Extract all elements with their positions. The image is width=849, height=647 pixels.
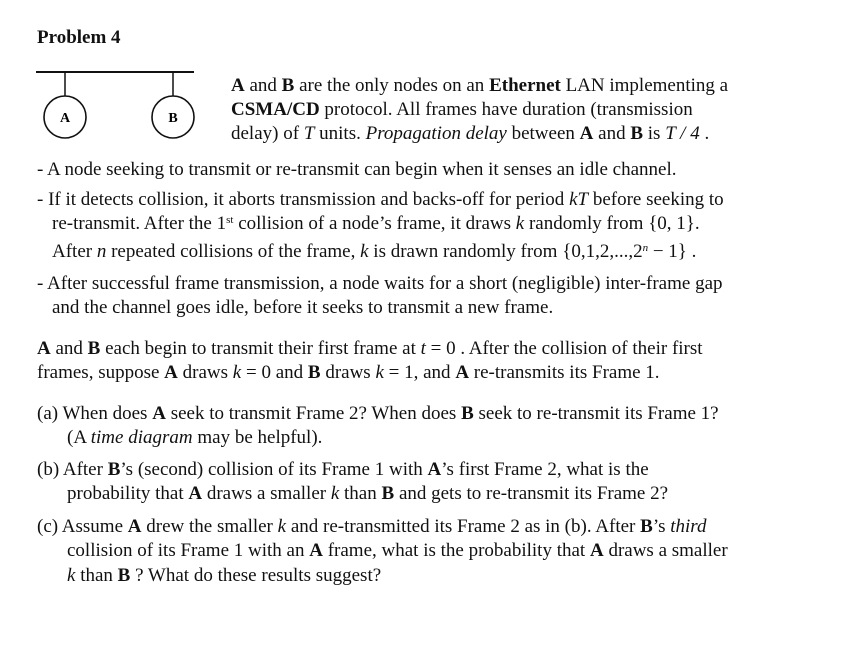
rule-2-line-3: After n repeated collisions of the frame, k is drawn randomly from $\{0,1,2,...,2^n - 1\}$ .: [52, 241, 697, 262]
rule-1: - A node seeking to transmit or re-transmit can begin when it senses an idle channel.: [37, 159, 677, 180]
node-a-label: A: [59, 111, 71, 126]
scenario-line-2: frames, suppose A draws k = 0 and B draws k = 1, and A re-transmits its Frame 1.: [37, 362, 660, 383]
rule-2-line-2: re-transmit. After the 1st collision of a node’s frame, it draws k randomly from {0, 1}.: [52, 213, 700, 234]
rule-3-line-1: - After successful frame transmission, a node waits for a short (negligible) inter-frame gap: [37, 273, 723, 294]
question-c-line-2: collision of its Frame 1 with an A frame, what is the probability that A draws a smaller: [67, 540, 728, 561]
intro-line-2: CSMA/CD protocol. All frames have duration (transmission: [231, 99, 693, 120]
question-a-line-2: (A time diagram may be helpful).: [67, 427, 323, 448]
intro-line-3: delay) of T units. Propagation delay between A and B is T / 4 .: [231, 123, 710, 144]
lan-diagram: [30, 62, 200, 142]
problem-title: Problem 4: [37, 27, 121, 48]
question-b-line-1: (b) After B’s (second) collision of its Frame 1 with A’s first Frame 2, what is the: [37, 459, 649, 480]
intro-line-1: A and B are the only nodes on an Ethernet LAN implementing a: [231, 75, 729, 96]
node-b-label: B: [168, 111, 178, 126]
question-b-line-2: probability that A draws a smaller k than B and gets to re-transmit its Frame 2?: [67, 483, 669, 504]
scenario-line-1: A and B each begin to transmit their first frame at t = 0 . After the collision of their first: [37, 338, 703, 359]
question-c-line-3: k than B ? What do these results suggest?: [67, 565, 382, 586]
question-c-line-1: (c) Assume A drew the smaller k and re-transmitted its Frame 2 as in (b). After B’s third: [37, 516, 707, 537]
rule-3-line-2: and the channel goes idle, before it seeks to transmit a new frame.: [52, 297, 554, 318]
question-a-line-1: (a) When does A seek to transmit Frame 2? When does B seek to re-transmit its Frame 1?: [37, 403, 719, 424]
rule-2-line-1: - If it detects collision, it aborts transmission and backs-off for period kT before seeking to: [37, 189, 724, 210]
